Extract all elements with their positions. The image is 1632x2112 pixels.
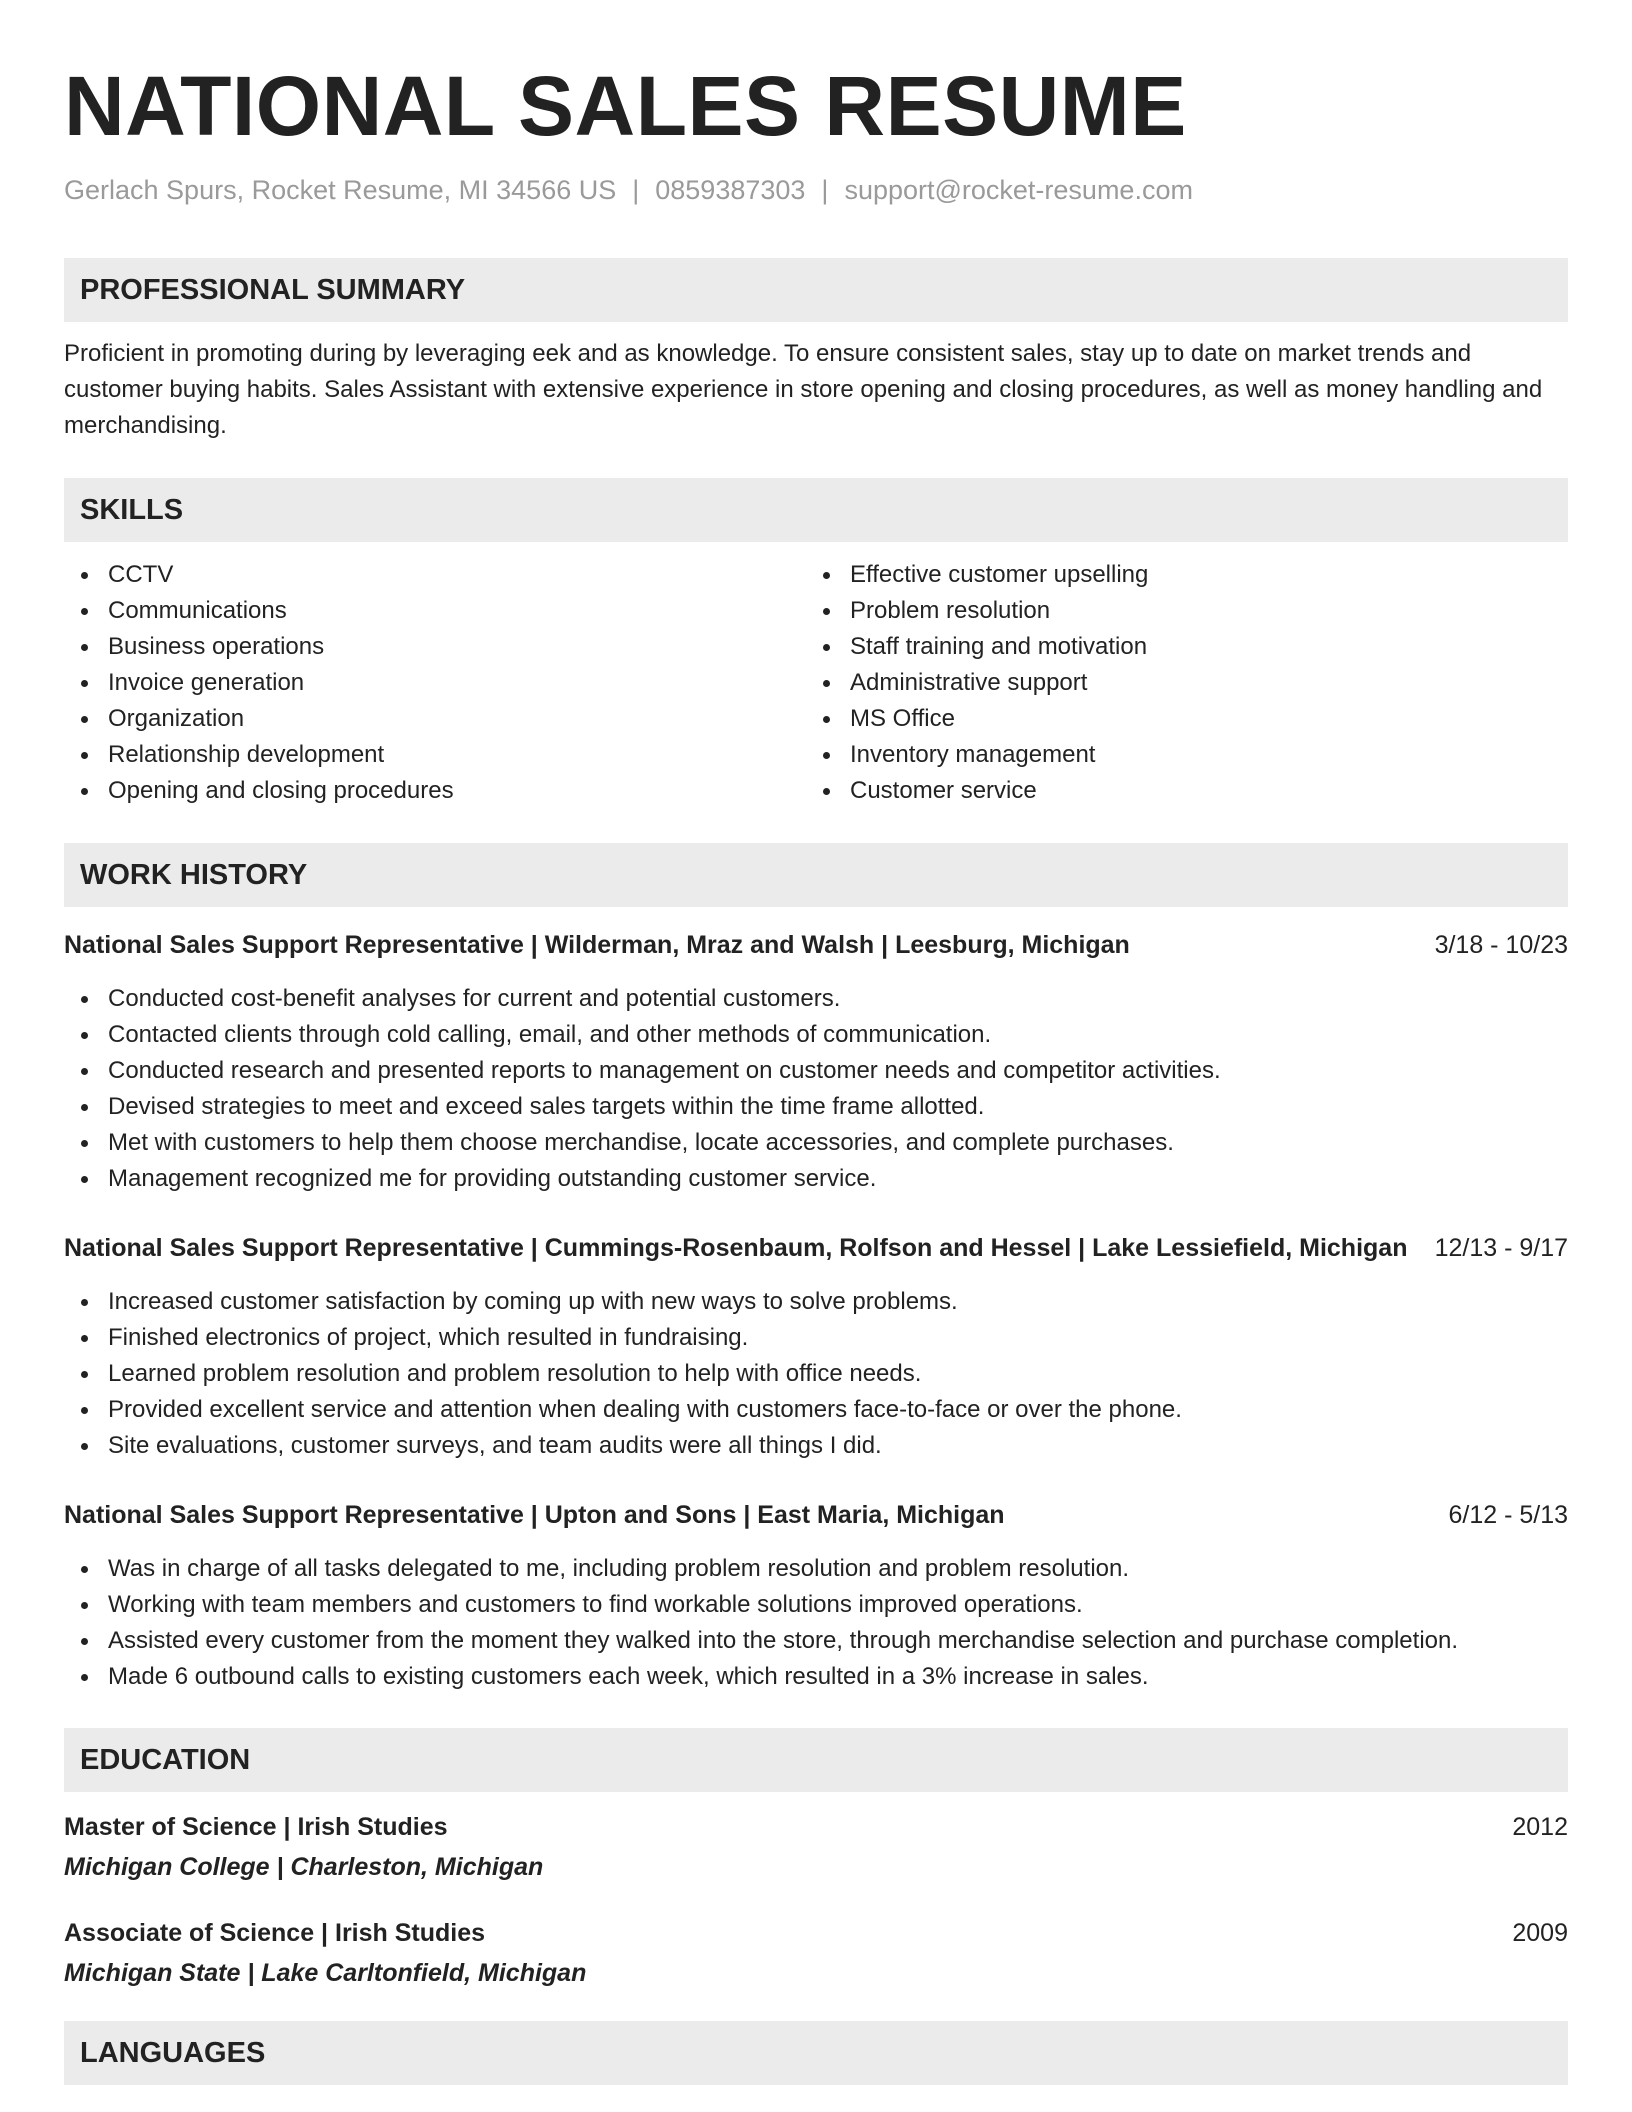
skill-item: Inventory management	[806, 737, 1548, 773]
job-bullet: Increased customer satisfaction by coming up with new ways to solve problems.	[64, 1284, 1568, 1320]
skills-column-left	[64, 557, 806, 809]
section-heading-skills: SKILLS	[64, 478, 1568, 542]
job-bullet: Conducted research and presented reports to management on customer needs and competitor activities.	[64, 1053, 1568, 1089]
section-heading-work-history: WORK HISTORY	[64, 843, 1568, 907]
skill-item: Invoice generation	[64, 665, 806, 701]
skill-item: CCTV	[64, 557, 806, 593]
job-bullet: Site evaluations, customer surveys, and team audits were all things I did.	[64, 1428, 1568, 1464]
education-header	[64, 1915, 1568, 1951]
skills-column-right	[806, 557, 1548, 809]
job-bullets	[64, 981, 1568, 1197]
skill-item: Business operations	[64, 629, 806, 665]
skill-item: Administrative support	[806, 665, 1548, 701]
education-entry	[64, 1809, 1568, 1885]
skill-item: Organization	[64, 701, 806, 737]
section-heading-education: EDUCATION	[64, 1728, 1568, 1792]
job-bullet: Was in charge of all tasks delegated to me, including problem resolution and problem resolution.	[64, 1551, 1568, 1587]
job-entry	[64, 927, 1568, 1197]
job-bullet: Conducted cost-benefit analyses for current and potential customers.	[64, 981, 1568, 1017]
job-bullet: Contacted clients through cold calling, email, and other methods of communication.	[64, 1017, 1568, 1053]
skill-item: Problem resolution	[806, 593, 1548, 629]
job-title: National Sales Support Representative | Wilderman, Mraz and Walsh | Leesburg, Michigan	[64, 931, 1130, 959]
job-title: National Sales Support Representative | Upton and Sons | East Maria, Michigan	[64, 1501, 1005, 1529]
education-year: 2012	[1512, 1813, 1568, 1841]
education-header	[64, 1809, 1568, 1845]
skill-item: Staff training and motivation	[806, 629, 1548, 665]
skill-item: Communications	[64, 593, 806, 629]
job-title: National Sales Support Representative | Cummings-Rosenbaum, Rolfson and Hessel | Lake Lessiefield, Michigan	[64, 1234, 1408, 1262]
contact-line	[64, 172, 1568, 208]
job-bullet: Finished electronics of project, which resulted in fundraising.	[64, 1320, 1568, 1356]
skill-item: Relationship development	[64, 737, 806, 773]
contact-address: Gerlach Spurs, Rocket Resume, MI 34566 US	[64, 175, 617, 205]
contact-phone: 0859387303	[655, 175, 806, 205]
resume-page	[64, 56, 1568, 2085]
contact-separator: |	[632, 175, 640, 205]
job-header	[64, 1230, 1568, 1266]
job-header	[64, 927, 1568, 963]
job-bullet: Working with team members and customers to find workable solutions improved operations.	[64, 1587, 1568, 1623]
summary-text: Proficient in promoting during by leveraging eek and as knowledge. To ensure consistent sales, stay up to date on market trends and customer buying habits. Sales Assistant with extensive experience in store opening and closing procedures, as well as money handling and merchandising.	[64, 340, 1543, 439]
section-heading-languages: LANGUAGES	[64, 2021, 1568, 2085]
education-degree: Master of Science | Irish Studies	[64, 1813, 448, 1841]
skill-item: MS Office	[806, 701, 1548, 737]
job-bullets	[64, 1284, 1568, 1464]
skill-item: Customer service	[806, 773, 1548, 809]
job-header	[64, 1497, 1568, 1533]
job-bullet: Provided excellent service and attention when dealing with customers face-to-face or over the phone.	[64, 1392, 1568, 1428]
education-entry	[64, 1915, 1568, 1991]
education-school: Michigan State | Lake Carltonfield, Michigan	[64, 1959, 587, 1987]
contact-separator: |	[821, 175, 829, 205]
education-degree: Associate of Science | Irish Studies	[64, 1919, 486, 1947]
job-bullet: Assisted every customer from the moment they walked into the store, through merchandise selection and purchase completion.	[64, 1623, 1568, 1659]
job-bullet: Learned problem resolution and problem resolution to help with office needs.	[64, 1356, 1568, 1392]
job-bullet: Met with customers to help them choose merchandise, locate accessories, and complete purchases.	[64, 1125, 1568, 1161]
job-bullet: Management recognized me for providing outstanding customer service.	[64, 1161, 1568, 1197]
job-bullet: Devised strategies to meet and exceed sales targets within the time frame allotted.	[64, 1089, 1568, 1125]
resume-title: NATIONAL SALES RESUME	[64, 59, 1187, 153]
job-dates: 12/13 - 9/17	[1434, 1234, 1568, 1262]
skill-item: Effective customer upselling	[806, 557, 1548, 593]
job-entry	[64, 1230, 1568, 1464]
skills-list	[64, 557, 1568, 809]
job-bullets	[64, 1551, 1568, 1695]
contact-email: support@rocket-resume.com	[844, 175, 1193, 205]
job-dates: 6/12 - 5/13	[1448, 1501, 1568, 1529]
section-heading-summary: PROFESSIONAL SUMMARY	[64, 258, 1568, 322]
education-year: 2009	[1512, 1919, 1568, 1947]
job-entry	[64, 1497, 1568, 1695]
job-bullet: Made 6 outbound calls to existing customers each week, which resulted in a 3% increase in sales.	[64, 1659, 1568, 1695]
job-dates: 3/18 - 10/23	[1434, 931, 1568, 959]
skill-item: Opening and closing procedures	[64, 773, 806, 809]
education-school: Michigan College | Charleston, Michigan	[64, 1853, 544, 1881]
